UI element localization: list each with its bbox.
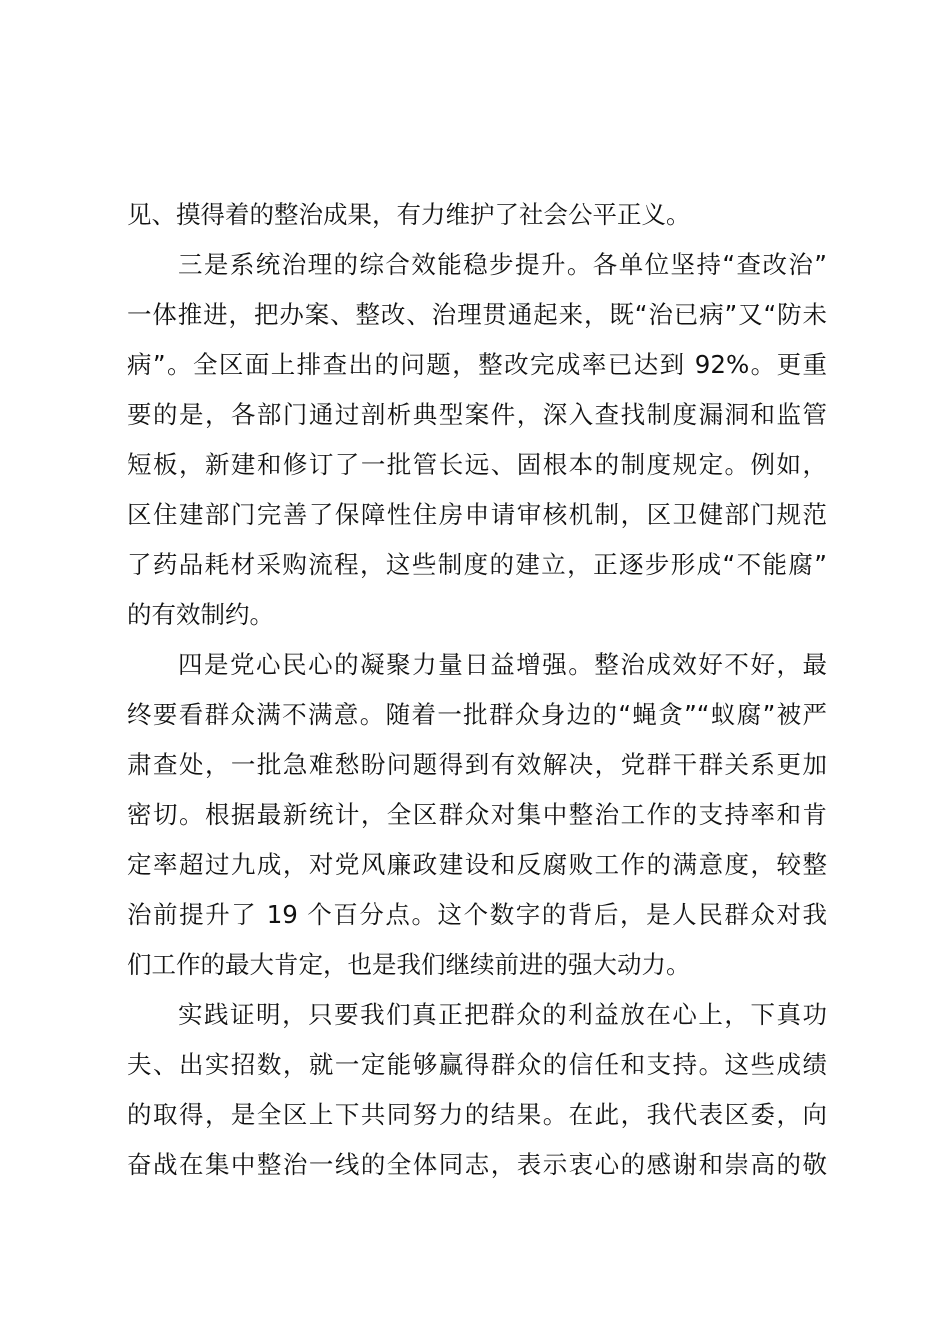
text-line: 治前提升了 19 个百分点。这个数字的背后，是人民群众对我 (127, 900, 827, 929)
text-line: 夫、出实招数，就一定能够赢得群众的信任和支持。这些成绩 (127, 1050, 827, 1079)
text-line: 的有效制约。 (127, 600, 274, 629)
paragraph-start-line: 四是党心民心的凝聚力量日益增强。整治成效好不好，最 (178, 650, 827, 679)
body-text (127, 190, 827, 1190)
text-line: 病”。全区面上排查出的问题，整改完成率已达到 92%。更重 (127, 350, 827, 379)
text-line: 一体推进，把办案、整改、治理贯通起来，既“治已病”又“防未 (127, 300, 827, 329)
text-line: 定率超过九成，对党风廉政建设和反腐败工作的满意度，较整 (127, 850, 827, 879)
text-line: 的取得，是全区上下共同努力的结果。在此，我代表区委，向 (127, 1100, 827, 1129)
text-line: 奋战在集中整治一线的全体同志，表示衷心的感谢和崇高的敬 (127, 1150, 827, 1179)
paragraph-start-line: 三是系统治理的综合效能稳步提升。各单位坚持“查改治” (178, 250, 827, 279)
text-line: 区住建部门完善了保障性住房申请审核机制，区卫健部门规范 (127, 500, 827, 529)
text-line: 们工作的最大肯定，也是我们继续前进的强大动力。 (127, 950, 691, 979)
text-line: 要的是，各部门通过剖析典型案件，深入查找制度漏洞和监管 (127, 400, 827, 429)
text-line: 短板，新建和修订了一批管长远、固根本的制度规定。例如， (127, 450, 827, 479)
text-line: 密切。根据最新统计，全区群众对集中整治工作的支持率和肯 (127, 800, 827, 829)
text-line: 终要看群众满不满意。随着一批群众身边的“蝇贪”“蚁腐”被严 (127, 700, 827, 729)
text-line: 了药品耗材采购流程，这些制度的建立，正逐步形成“不能腐” (127, 550, 827, 579)
text-line: 肃查处，一批急难愁盼问题得到有效解决，党群干群关系更加 (127, 750, 827, 779)
paragraph-start-line: 实践证明，只要我们真正把群众的利益放在心上，下真功 (178, 1000, 827, 1029)
text-line: 见、摸得着的整治成果，有力维护了社会公平正义。 (127, 200, 691, 229)
